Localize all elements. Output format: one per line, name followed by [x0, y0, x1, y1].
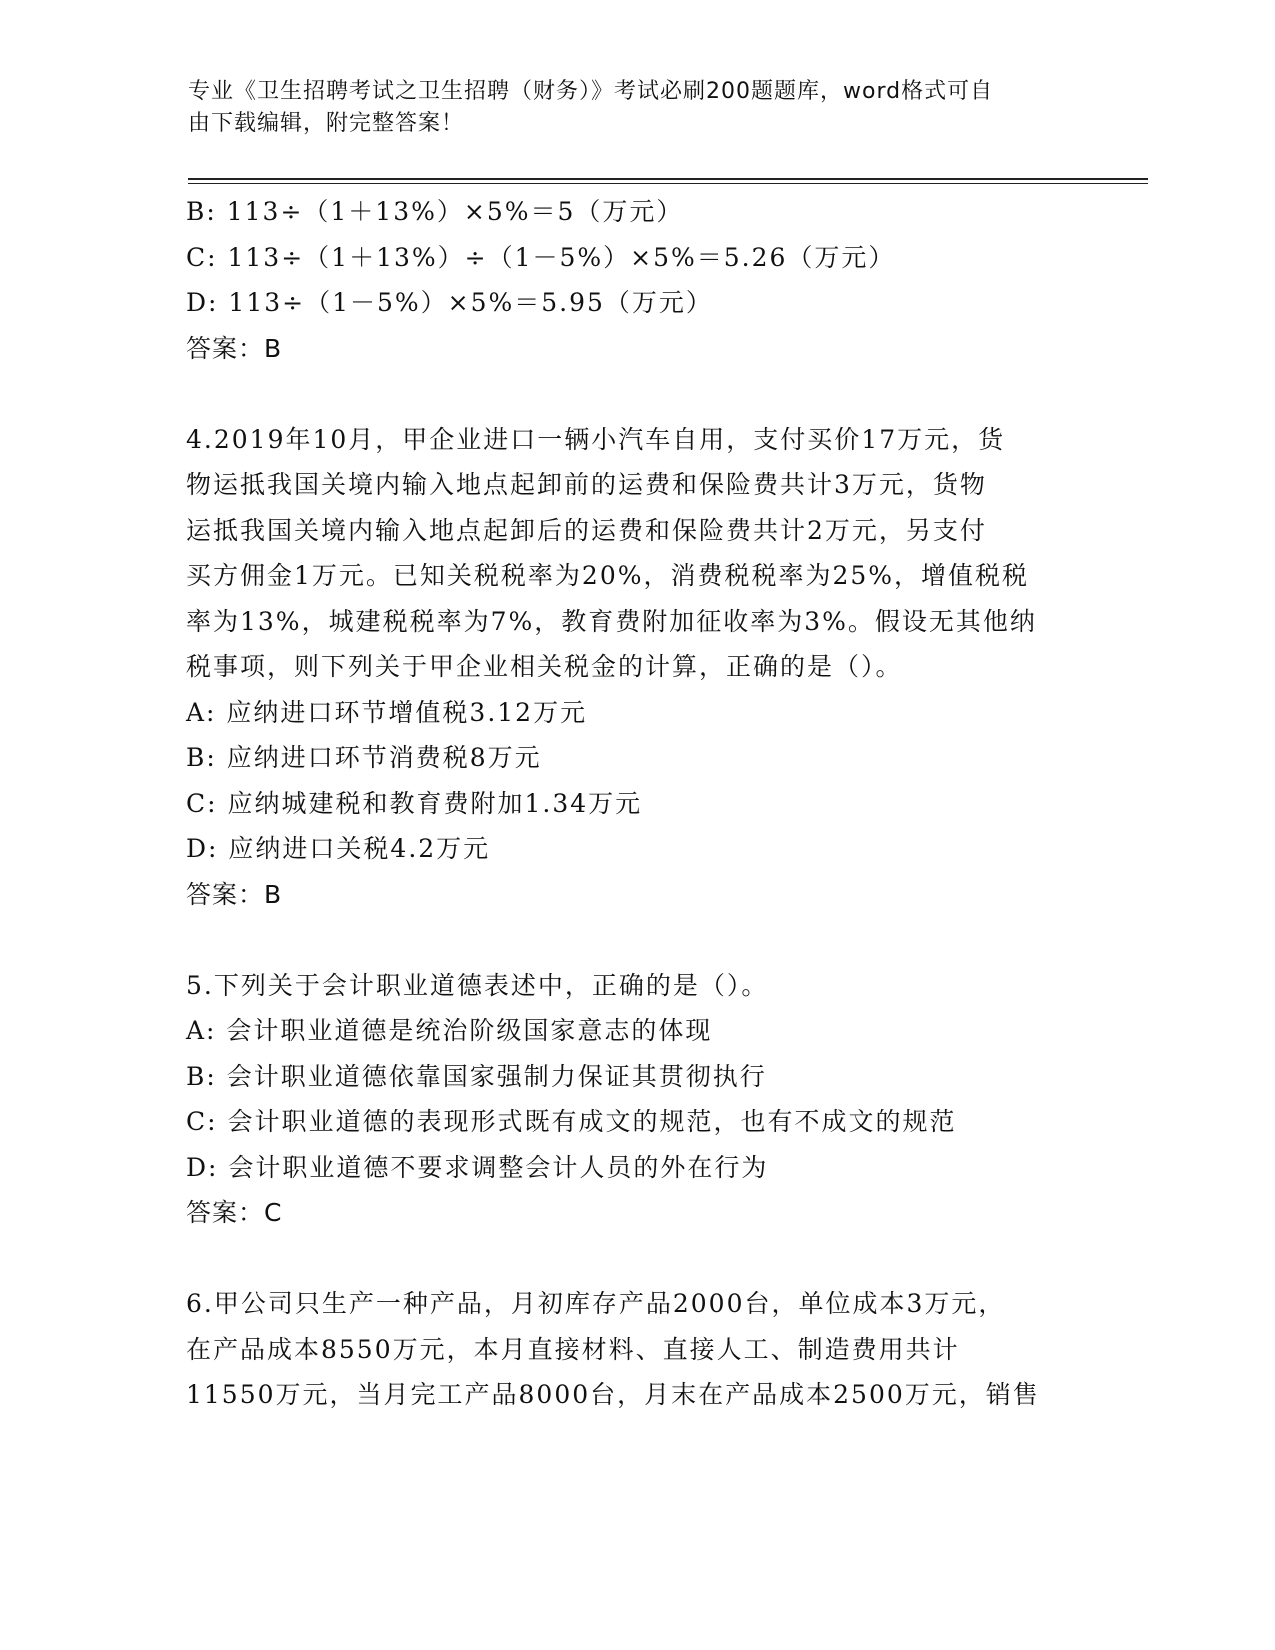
question-stem-line: 运抵我国关境内输入地点起卸后的运费和保险费共计2万元，另支付	[186, 515, 987, 545]
question-5	[186, 963, 1086, 1236]
question-stem-line: 5.下列关于会计职业道德表述中，正确的是（）。	[186, 970, 769, 1000]
question-stem-line: 物运抵我国关境内输入地点起卸前的运费和保险费共计3万元，货物	[186, 470, 987, 499]
question-6	[186, 1281, 1086, 1418]
document-header	[188, 76, 1068, 140]
question-stem-line: 6.甲公司只生产一种产品，月初库存产品2000台，单位成本3万元，	[186, 1289, 1006, 1318]
option-c: C: 应纳城建税和教育费附加1.34万元	[186, 788, 643, 818]
option-b: B: 应纳进口环节消费税8万元	[186, 743, 542, 772]
option-d: D: 113÷（1－5%）×5%＝5.95（万元）	[186, 288, 713, 317]
question-4	[186, 417, 1086, 918]
question-stem-line: 税事项，则下列关于甲企业相关税金的计算，正确的是（）。	[186, 652, 903, 681]
header-divider-thin	[188, 183, 1148, 184]
option-a: A: 应纳进口环节增值税3.12万元	[186, 697, 588, 727]
option-c: C: 会计职业道德的表现形式既有成文的规范，也有不成文的规范	[186, 1107, 957, 1136]
option-b: B: 会计职业道德依靠国家强制力保证其贯彻执行	[186, 1061, 767, 1091]
option-d: D: 应纳进口关税4.2万元	[186, 834, 491, 863]
question-3-tail	[186, 189, 1086, 371]
question-stem-line: 11550万元，当月完工产品8000台，月末在产品成本2500万元，销售	[186, 1380, 1040, 1409]
question-stem-line: 4.2019年10月，甲企业进口一辆小汽车自用，支付买价17万元，货	[186, 424, 1006, 454]
answer: 答案：B	[186, 333, 283, 363]
question-stem-line: 率为13%，城建税税率为7%，教育费附加征收率为3%。假设无其他纳	[186, 606, 1037, 636]
option-d: D: 会计职业道德不要求调整会计人员的外在行为	[186, 1152, 769, 1182]
question-stem-line: 买方佣金1万元。已知关税税率为20%，消费税税率为25%，增值税税	[186, 561, 1030, 590]
header-divider-thick	[188, 178, 1148, 180]
answer: 答案：C	[186, 1198, 283, 1227]
answer: 答案：B	[186, 879, 283, 909]
document-body	[186, 189, 1086, 1418]
header-title-line-2: 由下载编辑，附完整答案！	[188, 111, 465, 136]
header-title-line-1: 专业《卫生招聘考试之卫生招聘（财务）》考试必刷200题题库，word格式可自	[188, 79, 994, 104]
option-c: C: 113÷（1＋13%）÷（1－5%）×5%＝5.26（万元）	[186, 242, 896, 272]
option-a: A: 会计职业道德是统治阶级国家意志的体现	[186, 1016, 713, 1045]
option-b: B: 113÷（1＋13%）×5%＝5（万元）	[186, 197, 684, 226]
question-stem-line: 在产品成本8550万元，本月直接材料、直接人工、制造费用共计	[186, 1334, 960, 1364]
